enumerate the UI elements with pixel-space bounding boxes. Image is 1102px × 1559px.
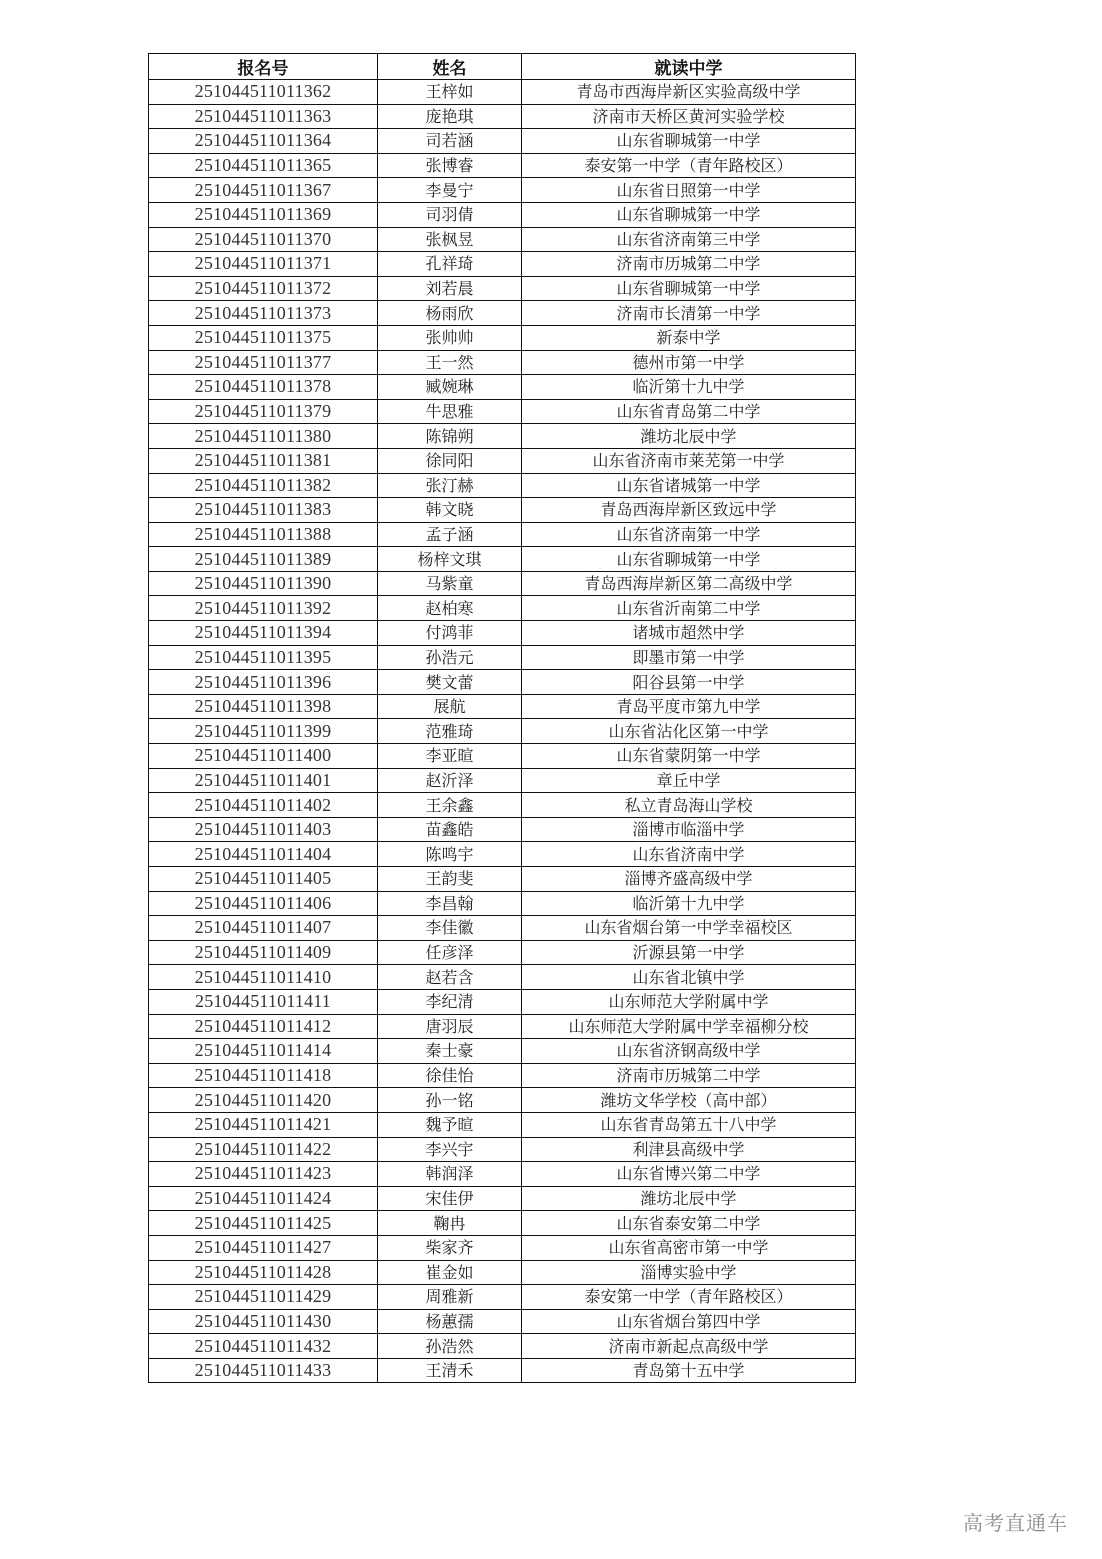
registration-number-cell: 251044511011433 [149, 1358, 378, 1383]
school-cell: 潍坊北辰中学 [522, 1186, 856, 1211]
student-name-cell: 赵柏寒 [378, 596, 522, 621]
school-cell: 山东省济南中学 [522, 842, 856, 867]
student-name-cell: 王韵斐 [378, 867, 522, 892]
registration-number-cell: 251044511011383 [149, 498, 378, 523]
table-row [149, 744, 856, 769]
school-cell: 临沂第十九中学 [522, 375, 856, 400]
school-cell: 潍坊北辰中学 [522, 424, 856, 449]
student-name-cell: 孟子涵 [378, 522, 522, 547]
school-cell: 青岛市西海岸新区实验高级中学 [522, 80, 856, 105]
school-cell: 青岛平度市第九中学 [522, 694, 856, 719]
table-row [149, 571, 856, 596]
table-row [149, 916, 856, 941]
registration-number-cell: 251044511011399 [149, 719, 378, 744]
registration-number-cell: 251044511011402 [149, 793, 378, 818]
school-cell: 济南市长清第一中学 [522, 301, 856, 326]
student-name-cell: 臧婉琳 [378, 375, 522, 400]
student-name-cell: 李兴宇 [378, 1137, 522, 1162]
header-registration-number: 报名号 [149, 54, 378, 80]
student-name-cell: 王清禾 [378, 1358, 522, 1383]
header-school: 就读中学 [522, 54, 856, 80]
student-name-cell: 唐羽辰 [378, 1014, 522, 1039]
table-row [149, 448, 856, 473]
registration-number-cell: 251044511011423 [149, 1162, 378, 1187]
school-cell: 山东省烟台第一中学幸福校区 [522, 916, 856, 941]
student-name-cell: 孙浩然 [378, 1334, 522, 1359]
registration-number-cell: 251044511011396 [149, 670, 378, 695]
registration-number-cell: 251044511011362 [149, 80, 378, 105]
school-cell: 阳谷县第一中学 [522, 670, 856, 695]
school-cell: 山东省沂南第二中学 [522, 596, 856, 621]
table-row [149, 1137, 856, 1162]
table-row [149, 473, 856, 498]
school-cell: 山东省青岛第二中学 [522, 399, 856, 424]
table-row [149, 547, 856, 572]
table-row [149, 670, 856, 695]
table-row [149, 129, 856, 154]
school-cell: 淄博市临淄中学 [522, 817, 856, 842]
student-name-cell: 周雅新 [378, 1285, 522, 1310]
registration-number-cell: 251044511011412 [149, 1014, 378, 1039]
table-row [149, 965, 856, 990]
table-row [149, 522, 856, 547]
registration-number-cell: 251044511011373 [149, 301, 378, 326]
student-name-cell: 付鸿菲 [378, 621, 522, 646]
student-name-cell: 徐佳怡 [378, 1063, 522, 1088]
table-row [149, 1186, 856, 1211]
table-row [149, 1112, 856, 1137]
table-row [149, 768, 856, 793]
school-cell: 利津县高级中学 [522, 1137, 856, 1162]
student-name-cell: 韩文晓 [378, 498, 522, 523]
table-row [149, 1162, 856, 1187]
student-name-cell: 杨蕙孺 [378, 1309, 522, 1334]
registration-number-cell: 251044511011389 [149, 547, 378, 572]
registration-number-cell: 251044511011422 [149, 1137, 378, 1162]
student-name-cell: 樊文蕾 [378, 670, 522, 695]
registration-number-cell: 251044511011377 [149, 350, 378, 375]
registration-number-cell: 251044511011365 [149, 153, 378, 178]
school-cell: 临沂第十九中学 [522, 891, 856, 916]
table-row [149, 350, 856, 375]
school-cell: 济南市新起点高级中学 [522, 1334, 856, 1359]
student-name-cell: 司羽倩 [378, 202, 522, 227]
student-name-cell: 李曼宁 [378, 178, 522, 203]
school-cell: 山东省诸城第一中学 [522, 473, 856, 498]
registration-number-cell: 251044511011404 [149, 842, 378, 867]
school-cell: 山东省聊城第一中学 [522, 547, 856, 572]
registration-number-cell: 251044511011371 [149, 252, 378, 277]
table-row [149, 399, 856, 424]
registration-number-cell: 251044511011429 [149, 1285, 378, 1310]
student-name-cell: 徐同阳 [378, 448, 522, 473]
table-row [149, 252, 856, 277]
registration-number-cell: 251044511011367 [149, 178, 378, 203]
registration-number-cell: 251044511011369 [149, 202, 378, 227]
school-cell: 山东省青岛第五十八中学 [522, 1112, 856, 1137]
student-name-cell: 杨梓文琪 [378, 547, 522, 572]
registration-number-cell: 251044511011420 [149, 1088, 378, 1113]
table-row [149, 1285, 856, 1310]
school-cell: 济南市历城第二中学 [522, 252, 856, 277]
table-row [149, 940, 856, 965]
registration-number-cell: 251044511011390 [149, 571, 378, 596]
table-row [149, 867, 856, 892]
table-row [149, 596, 856, 621]
student-name-cell: 马紫童 [378, 571, 522, 596]
table-row [149, 375, 856, 400]
student-name-cell: 展航 [378, 694, 522, 719]
student-name-cell: 赵若含 [378, 965, 522, 990]
registration-number-cell: 251044511011378 [149, 375, 378, 400]
student-name-cell: 张汀赫 [378, 473, 522, 498]
registration-number-cell: 251044511011414 [149, 1039, 378, 1064]
school-cell: 山东省高密市第一中学 [522, 1235, 856, 1260]
school-cell: 青岛西海岸新区致远中学 [522, 498, 856, 523]
registration-number-cell: 251044511011375 [149, 325, 378, 350]
registration-number-cell: 251044511011405 [149, 867, 378, 892]
student-name-cell: 秦士豪 [378, 1039, 522, 1064]
school-cell: 济南市天桥区黄河实验学校 [522, 104, 856, 129]
student-name-cell: 李纪清 [378, 989, 522, 1014]
registration-number-cell: 251044511011381 [149, 448, 378, 473]
registration-number-cell: 251044511011432 [149, 1334, 378, 1359]
student-name-cell: 柴家齐 [378, 1235, 522, 1260]
student-name-cell: 张帅帅 [378, 325, 522, 350]
school-cell: 山东省博兴第二中学 [522, 1162, 856, 1187]
school-cell: 山东省济南市莱芜第一中学 [522, 448, 856, 473]
table-body [149, 80, 856, 1383]
school-cell: 山东师范大学附属中学幸福柳分校 [522, 1014, 856, 1039]
admission-list-table [148, 53, 856, 1383]
student-name-cell: 魏予暄 [378, 1112, 522, 1137]
table-row [149, 1260, 856, 1285]
registration-number-cell: 251044511011364 [149, 129, 378, 154]
school-cell: 山东省聊城第一中学 [522, 276, 856, 301]
student-name-cell: 陈鸣宇 [378, 842, 522, 867]
table-row [149, 104, 856, 129]
school-cell: 山东省蒙阴第一中学 [522, 744, 856, 769]
student-name-cell: 王一然 [378, 350, 522, 375]
student-name-cell: 赵沂泽 [378, 768, 522, 793]
school-cell: 泰安第一中学（青年路校区） [522, 153, 856, 178]
school-cell: 淄博实验中学 [522, 1260, 856, 1285]
registration-number-cell: 251044511011398 [149, 694, 378, 719]
registration-number-cell: 251044511011406 [149, 891, 378, 916]
student-name-cell: 庞艳琪 [378, 104, 522, 129]
student-name-cell: 范雅琦 [378, 719, 522, 744]
registration-number-cell: 251044511011370 [149, 227, 378, 252]
table-row [149, 1088, 856, 1113]
table-row [149, 178, 856, 203]
table-row [149, 80, 856, 105]
registration-number-cell: 251044511011411 [149, 989, 378, 1014]
table-row [149, 793, 856, 818]
student-name-cell: 苗鑫皓 [378, 817, 522, 842]
registration-number-cell: 251044511011407 [149, 916, 378, 941]
student-name-cell: 司若涵 [378, 129, 522, 154]
school-cell: 即墨市第一中学 [522, 645, 856, 670]
school-cell: 沂源县第一中学 [522, 940, 856, 965]
table-row [149, 276, 856, 301]
student-name-cell: 孔祥琦 [378, 252, 522, 277]
student-name-cell: 杨雨欣 [378, 301, 522, 326]
school-cell: 淄博齐盛高级中学 [522, 867, 856, 892]
school-cell: 山东省北镇中学 [522, 965, 856, 990]
table-row [149, 694, 856, 719]
table-row [149, 842, 856, 867]
student-name-cell: 任彦泽 [378, 940, 522, 965]
registration-number-cell: 251044511011424 [149, 1186, 378, 1211]
school-cell: 私立青岛海山学校 [522, 793, 856, 818]
registration-number-cell: 251044511011395 [149, 645, 378, 670]
student-name-cell: 王梓如 [378, 80, 522, 105]
student-name-cell: 王余鑫 [378, 793, 522, 818]
table-row [149, 1211, 856, 1236]
school-cell: 山东省济钢高级中学 [522, 1039, 856, 1064]
student-name-cell: 孙浩元 [378, 645, 522, 670]
table-row [149, 1039, 856, 1064]
student-name-cell: 李昌翰 [378, 891, 522, 916]
watermark-text: 高考直通车 [963, 1511, 1068, 1535]
school-cell: 潍坊文华学校（高中部） [522, 1088, 856, 1113]
school-cell: 山东省聊城第一中学 [522, 202, 856, 227]
student-name-cell: 崔金如 [378, 1260, 522, 1285]
student-name-cell: 韩润泽 [378, 1162, 522, 1187]
table-row [149, 301, 856, 326]
table-row [149, 1358, 856, 1383]
student-name-cell: 李亚暄 [378, 744, 522, 769]
table-header-row [149, 54, 856, 80]
registration-number-cell: 251044511011388 [149, 522, 378, 547]
table-row [149, 424, 856, 449]
registration-number-cell: 251044511011418 [149, 1063, 378, 1088]
registration-number-cell: 251044511011410 [149, 965, 378, 990]
registration-number-cell: 251044511011380 [149, 424, 378, 449]
student-name-cell: 张博睿 [378, 153, 522, 178]
registration-number-cell: 251044511011392 [149, 596, 378, 621]
school-cell: 山东师范大学附属中学 [522, 989, 856, 1014]
registration-number-cell: 251044511011425 [149, 1211, 378, 1236]
school-cell: 山东省泰安第二中学 [522, 1211, 856, 1236]
registration-number-cell: 251044511011428 [149, 1260, 378, 1285]
student-name-cell: 鞠冉 [378, 1211, 522, 1236]
registration-number-cell: 251044511011401 [149, 768, 378, 793]
registration-number-cell: 251044511011427 [149, 1235, 378, 1260]
registration-number-cell: 251044511011382 [149, 473, 378, 498]
student-name-cell: 宋佳伊 [378, 1186, 522, 1211]
school-cell: 山东省济南第三中学 [522, 227, 856, 252]
registration-number-cell: 251044511011372 [149, 276, 378, 301]
table-row [149, 1063, 856, 1088]
table-row [149, 645, 856, 670]
student-name-cell: 陈锦朔 [378, 424, 522, 449]
registration-number-cell: 251044511011400 [149, 744, 378, 769]
school-cell: 青岛第十五中学 [522, 1358, 856, 1383]
school-cell: 山东省烟台第四中学 [522, 1309, 856, 1334]
registration-number-cell: 251044511011394 [149, 621, 378, 646]
school-cell: 山东省聊城第一中学 [522, 129, 856, 154]
table-row [149, 891, 856, 916]
registration-number-cell: 251044511011403 [149, 817, 378, 842]
student-name-cell: 李佳徽 [378, 916, 522, 941]
table-row [149, 153, 856, 178]
table-row [149, 1014, 856, 1039]
table-row [149, 227, 856, 252]
table-row [149, 202, 856, 227]
table-row [149, 1334, 856, 1359]
school-cell: 山东省沾化区第一中学 [522, 719, 856, 744]
school-cell: 德州市第一中学 [522, 350, 856, 375]
table-row [149, 1309, 856, 1334]
school-cell: 章丘中学 [522, 768, 856, 793]
table-row [149, 325, 856, 350]
school-cell: 山东省日照第一中学 [522, 178, 856, 203]
registration-number-cell: 251044511011379 [149, 399, 378, 424]
table-row [149, 719, 856, 744]
table-row [149, 1235, 856, 1260]
school-cell: 诸城市超然中学 [522, 621, 856, 646]
school-cell: 山东省济南第一中学 [522, 522, 856, 547]
registration-number-cell: 251044511011421 [149, 1112, 378, 1137]
student-name-cell: 牛思雅 [378, 399, 522, 424]
table-row [149, 621, 856, 646]
student-name-cell: 张枫昱 [378, 227, 522, 252]
registration-number-cell: 251044511011409 [149, 940, 378, 965]
registration-number-cell: 251044511011363 [149, 104, 378, 129]
school-cell: 青岛西海岸新区第二高级中学 [522, 571, 856, 596]
table-row [149, 817, 856, 842]
school-cell: 济南市历城第二中学 [522, 1063, 856, 1088]
header-name: 姓名 [378, 54, 522, 80]
school-cell: 新泰中学 [522, 325, 856, 350]
table-row [149, 989, 856, 1014]
school-cell: 泰安第一中学（青年路校区） [522, 1285, 856, 1310]
registration-number-cell: 251044511011430 [149, 1309, 378, 1334]
student-name-cell: 孙一铭 [378, 1088, 522, 1113]
table-row [149, 498, 856, 523]
student-name-cell: 刘若晨 [378, 276, 522, 301]
